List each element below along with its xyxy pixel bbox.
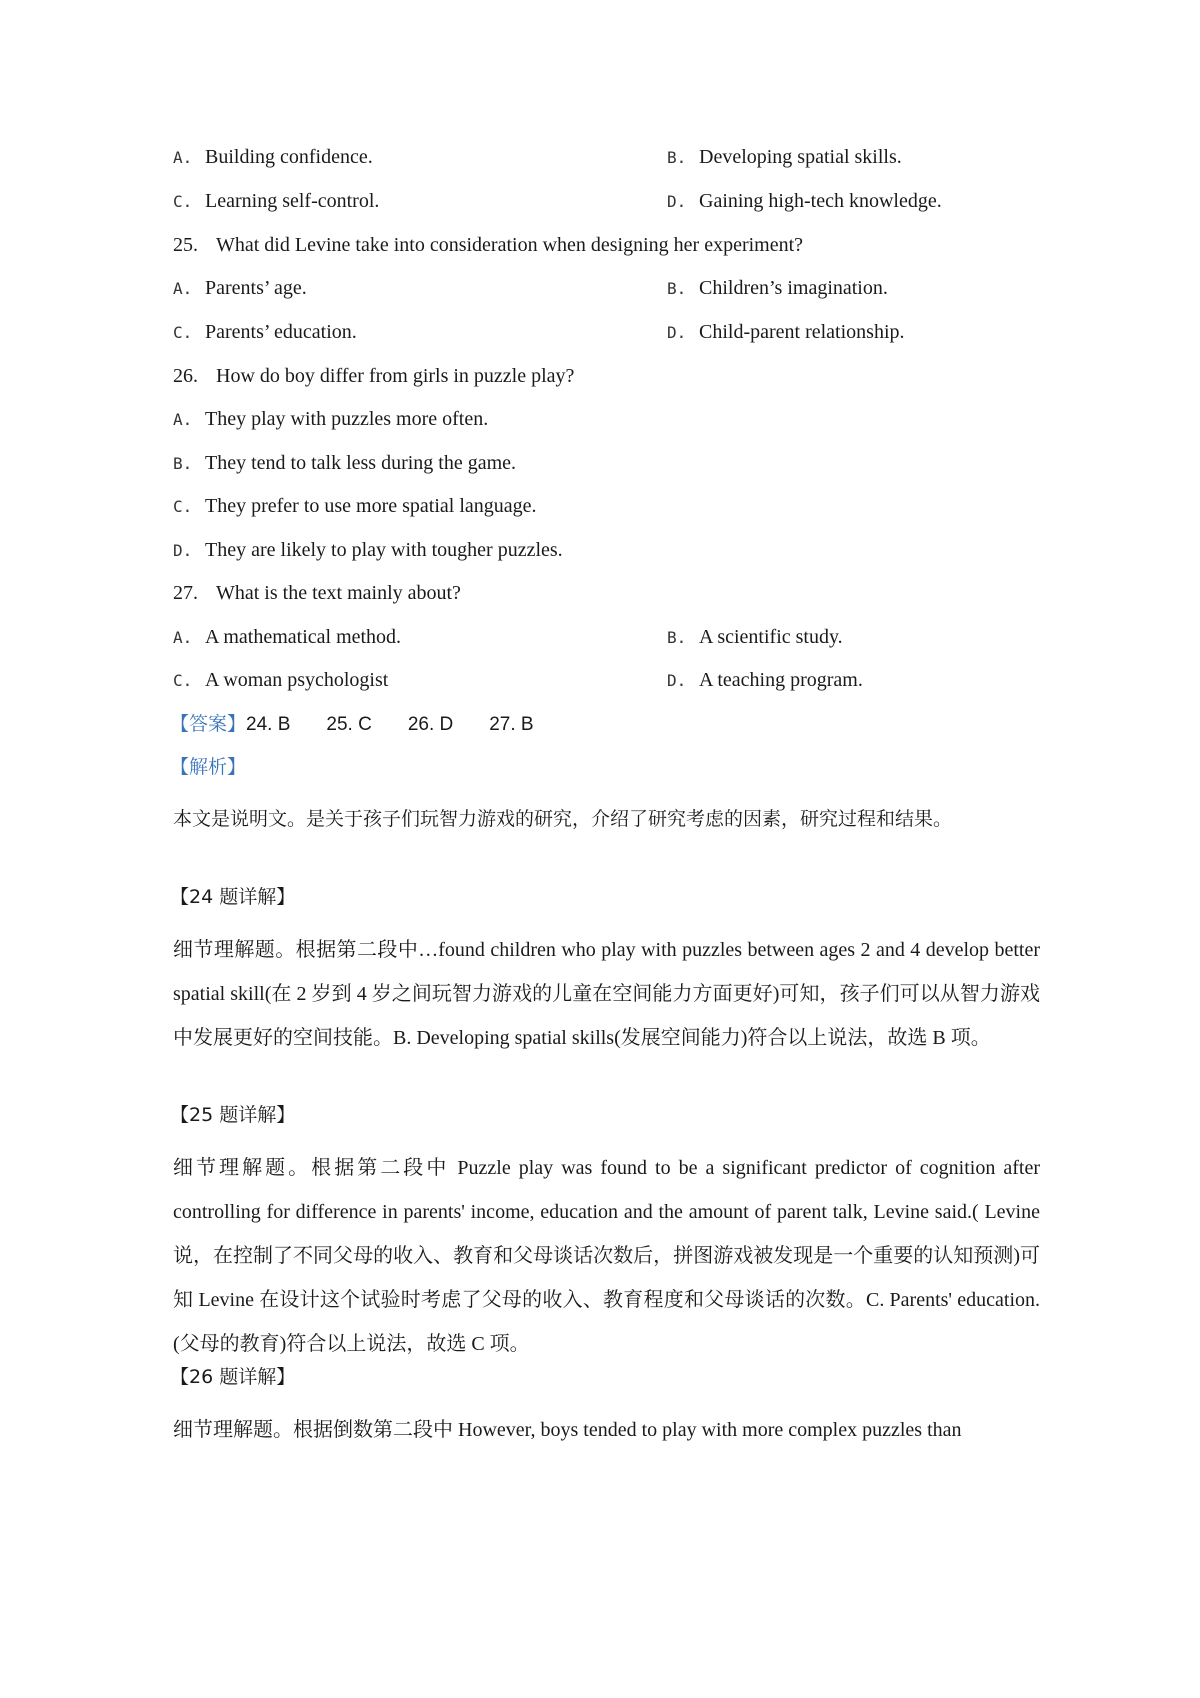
option-text: A scientific study. <box>699 626 843 648</box>
answer-27: 27. B <box>489 714 534 735</box>
q27-option-a[interactable] <box>173 625 1040 650</box>
detail-26-heading: 【26 题详解】 <box>170 1366 296 1388</box>
option-label: C. <box>173 497 193 516</box>
detail-25-heading: 【25 题详解】 <box>170 1104 296 1126</box>
q25-option-d[interactable] <box>667 320 905 345</box>
q25-option-a[interactable] <box>173 276 1040 301</box>
q25-question <box>173 233 1040 257</box>
answer-tag: 【答案】 <box>170 713 247 735</box>
question-text: What did Levine take into consideration when designing her experiment? <box>216 234 804 256</box>
answer-25: 25. C <box>326 714 372 735</box>
option-text: They play with puzzles more often. <box>205 408 489 430</box>
q25-option-b[interactable] <box>667 276 888 301</box>
option-text: Parents’ age. <box>205 277 307 299</box>
option-label: C. <box>173 323 193 342</box>
option-label: A. <box>173 628 193 647</box>
q26-option-a[interactable] <box>173 407 1040 432</box>
option-text: A woman psychologist <box>205 669 389 691</box>
option-label: B. <box>667 628 687 647</box>
option-label: C. <box>173 192 193 211</box>
answer-24: 24. B <box>246 714 291 735</box>
option-label: D. <box>667 192 687 211</box>
option-label: A. <box>173 410 193 429</box>
option-label: D. <box>667 323 687 342</box>
option-text: Gaining high-tech knowledge. <box>699 190 942 212</box>
question-number: 25. <box>173 234 198 256</box>
detail-25-body: 细节理解题。根据第二段中 Puzzle play was found to be a significant predictor of cognition after controlling for difference in parents' income, education and the amount of parent talk, Levine said.( Levine 说，在控制了不同父母的收入、教育和父母谈话次数后，拼图游戏被发现是一个重要的认知预测)可知 Levine 在设计这个试验时考虑了父母的收入、教育程度和父母谈话的次数。C. Parents' education.(父母的教育)符合以上说法，故选 C 项。 <box>173 1157 1040 1355</box>
option-text: Child-parent relationship. <box>699 321 905 343</box>
q26-option-c[interactable] <box>173 494 1040 519</box>
option-text: Building confidence. <box>205 146 373 168</box>
option-text: They prefer to use more spatial language. <box>205 495 537 517</box>
question-number: 26. <box>173 365 198 387</box>
analysis-summary: 本文是说明文。是关于孩子们玩智力游戏的研究，介绍了研究考虑的因素，研究过程和结果。 <box>173 808 953 830</box>
answer-26: 26. D <box>407 714 454 735</box>
q24-option-d[interactable] <box>667 189 942 214</box>
option-text: Developing spatial skills. <box>699 146 902 168</box>
option-text: They are likely to play with tougher puzzles. <box>205 539 563 561</box>
option-label: D. <box>173 541 193 560</box>
option-text: A teaching program. <box>699 669 863 691</box>
question-text: How do boy differ from girls in puzzle play? <box>216 365 575 387</box>
q26-option-d[interactable] <box>173 538 1040 563</box>
detail-24-heading: 【24 题详解】 <box>170 886 296 908</box>
option-label: A. <box>173 279 193 298</box>
detail-24-body: 细节理解题。根据第二段中…found children who play with puzzles between ages 2 and 4 develop better spatial skill(在 2 岁到 4 岁之间玩智力游戏的儿童在空间能力方面更好)可知，孩子们可以从智力游戏中发展更好的空间技能。B. Developing spatial skills(发展空间能力)符合以上说法，故选 B 项。 <box>173 939 1040 1049</box>
option-label: D. <box>667 671 687 690</box>
option-label: B. <box>667 148 687 167</box>
q27-question <box>173 581 1040 605</box>
option-label: A. <box>173 148 193 167</box>
option-label: B. <box>667 279 687 298</box>
option-text: Children’s imagination. <box>699 277 888 299</box>
option-text: A mathematical method. <box>205 626 402 648</box>
q25-option-c[interactable] <box>173 320 1040 345</box>
option-text: Learning self-control. <box>205 190 380 212</box>
answer-line <box>170 712 1040 737</box>
detail-26-body: 细节理解题。根据倒数第二段中 However, boys tended to play with more complex puzzles than <box>173 1419 962 1441</box>
option-label: C. <box>173 671 193 690</box>
q26-question <box>173 364 1040 388</box>
option-label: B. <box>173 454 193 473</box>
q24-option-a[interactable] <box>173 145 1040 170</box>
q26-option-b[interactable] <box>173 451 1040 476</box>
analysis-heading: 【解析】 <box>170 756 247 778</box>
option-text: Parents’ education. <box>205 321 357 343</box>
question-number: 27. <box>173 582 198 604</box>
q27-option-c[interactable] <box>173 668 1040 693</box>
q24-option-b[interactable] <box>667 145 902 170</box>
q27-option-b[interactable] <box>667 625 843 650</box>
q27-option-d[interactable] <box>667 668 863 693</box>
question-text: What is the text mainly about? <box>216 582 461 604</box>
option-text: They tend to talk less during the game. <box>205 452 517 474</box>
